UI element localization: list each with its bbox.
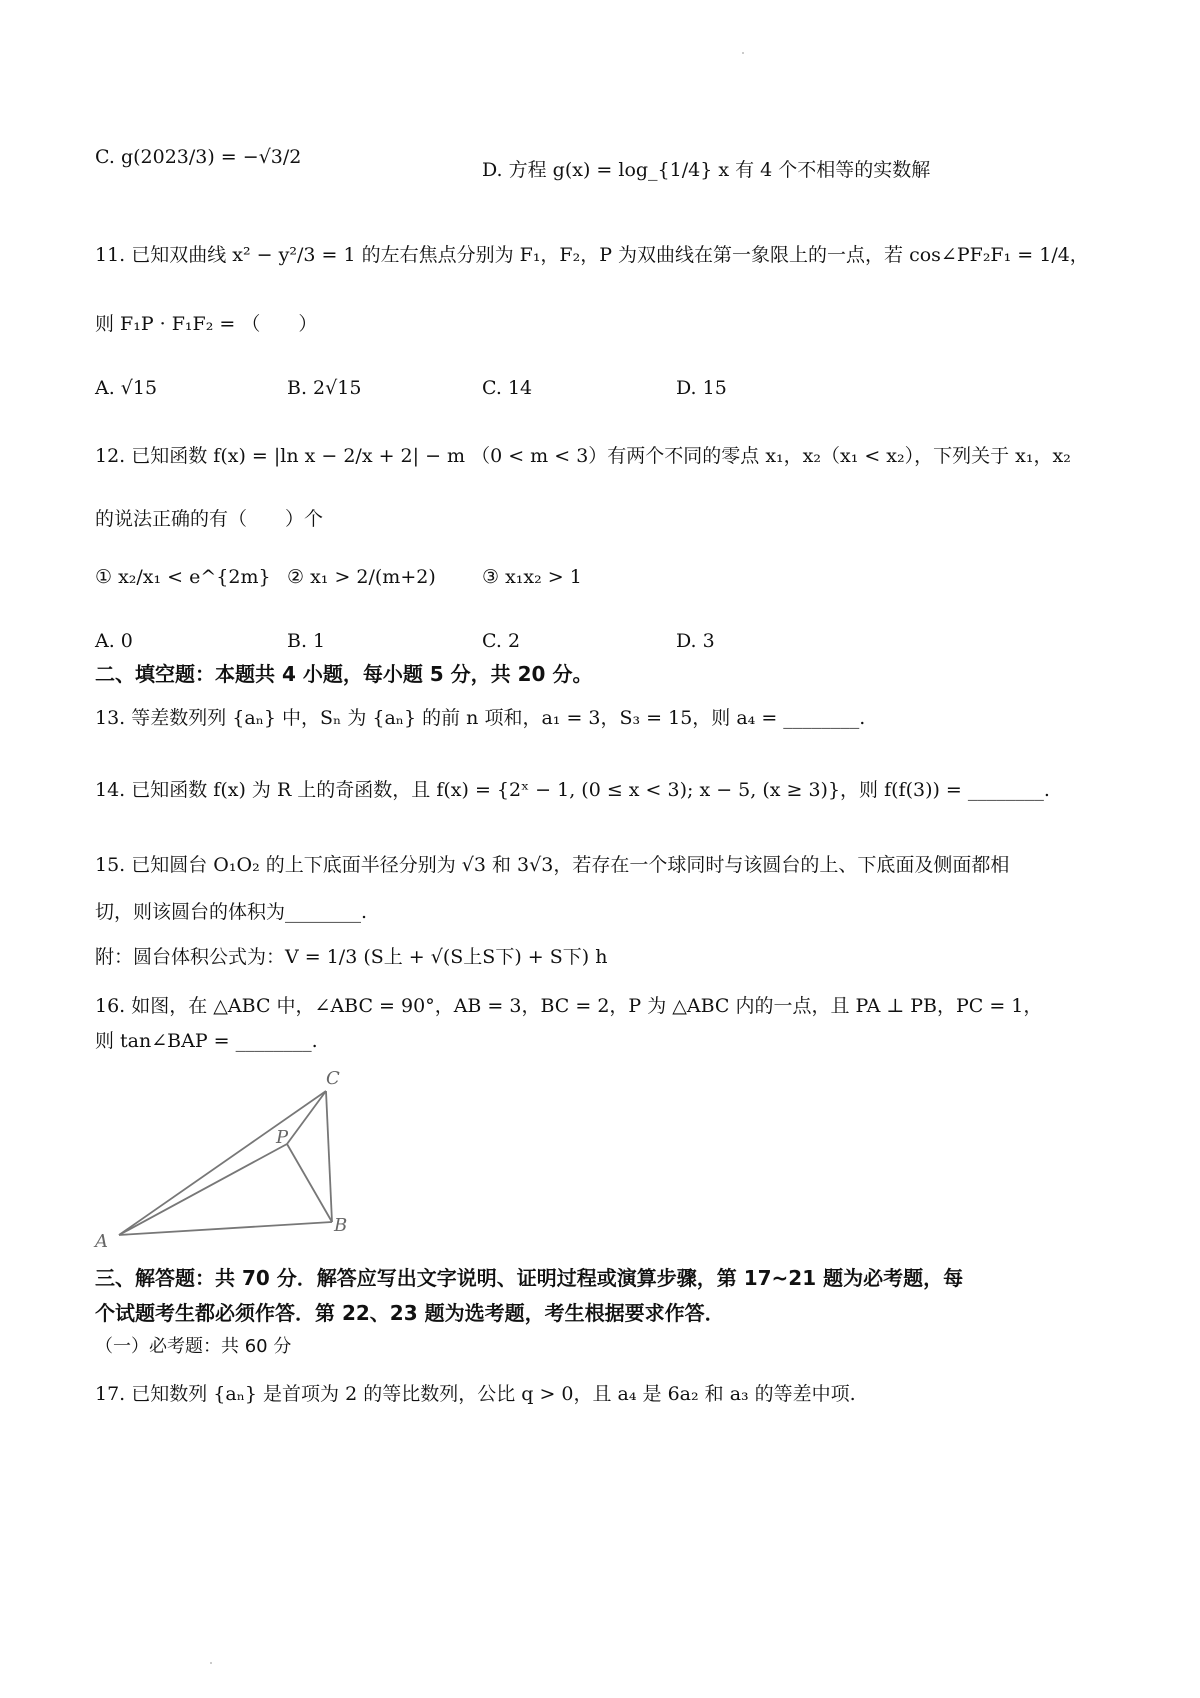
segment-bc [326, 1091, 332, 1222]
q12-stem-2: 的说法正确的有（ ）个 [95, 508, 324, 530]
segment-ac [119, 1091, 326, 1235]
q11-stem: 11. 已知双曲线 x² − y²/3 = 1 的左右焦点分别为 F₁，F₂，P 为双曲线在第一象限上的一点，若 cos∠PF₂F₁ = 1/4， [95, 244, 1089, 266]
segment-ap [119, 1144, 287, 1235]
q12-option-c: C. 2 [482, 630, 521, 652]
q13: 13. 等差数列列 {aₙ} 中，Sₙ 为 {aₙ} 的前 n 项和，a₁ = 3，S₃ = 15，则 a₄ = ________. [95, 707, 866, 729]
q11-option-c: C. 14 [482, 377, 533, 399]
vertex-label-p: P [276, 1127, 289, 1148]
q11-option-b: B. 2√15 [287, 377, 362, 399]
q11-stem-2: 则 F₁P · F₁F₂ = （ ） [95, 313, 318, 335]
q12-stem: 12. 已知函数 f(x) = |ln x − 2/x + 2| − m （0 < m < 3）有两个不同的零点 x₁，x₂（x₁ < x₂），下列关于 x₁，x₂ [95, 445, 1071, 467]
q10-option-d: D. 方程 g(x) = log_{1/4} x 有 4 个不相等的实数解 [482, 159, 931, 181]
vertex-label-b: B [334, 1215, 348, 1236]
vertex-label-c: C [326, 1068, 340, 1089]
q12-statement-3: ③ x₁x₂ > 1 [482, 566, 582, 588]
segment-ab [119, 1222, 332, 1235]
q11-option-a: A. √15 [95, 377, 158, 399]
q12-statement-2: ② x₁ > 2/(m+2) [287, 566, 436, 588]
scan-speck [210, 1662, 212, 1664]
q15-stem-2: 切，则该圆台的体积为________. [95, 901, 368, 923]
section-3-heading-2: 个试题考生都必须作答．第 22、23 题为选考题，考生根据要求作答． [95, 1301, 725, 1325]
vertex-label-a: A [95, 1231, 108, 1252]
q15-stem: 15. 已知圆台 O₁O₂ 的上下底面半径分别为 √3 和 3√3，若存在一个球同时与该圆台的上、下底面及侧面都相 [95, 854, 1010, 876]
q10-option-c: C. g(2023/3) = −√3/2 [95, 146, 302, 168]
q12-statement-1: ① x₂/x₁ < e^{2m} [95, 566, 271, 588]
q15-volume-formula: 附：圆台体积公式为：V = 1/3 (S上 + √(S上S下) + S下) h [95, 946, 608, 968]
triangle-figure [90, 1064, 360, 1254]
scan-speck [742, 52, 744, 54]
segment-pc [287, 1091, 326, 1144]
q12-option-a: A. 0 [95, 630, 133, 652]
q12-option-d: D. 3 [676, 630, 715, 652]
section-3-heading-1: 三、解答题：共 70 分．解答应写出文字说明、证明过程或演算步骤，第 17~21 题为必考题，每 [95, 1266, 964, 1290]
q16-stem: 16. 如图，在 △ABC 中，∠ABC = 90°，AB = 3，BC = 2，P 为 △ABC 内的一点，且 PA ⊥ PB，PC = 1， [95, 995, 1043, 1017]
q12-option-b: B. 1 [287, 630, 326, 652]
segment-pb [287, 1144, 332, 1222]
q11-option-d: D. 15 [676, 377, 727, 399]
section-3-subheading: （一）必考题：共 60 分 [95, 1336, 292, 1357]
section-2-heading: 二、填空题：本题共 4 小题，每小题 5 分，共 20 分。 [95, 662, 593, 686]
q16-stem-2: 则 tan∠BAP = ________. [95, 1030, 318, 1052]
q17: 17. 已知数列 {aₙ} 是首项为 2 的等比数列，公比 q > 0，且 a₄ 是 6a₂ 和 a₃ 的等差中项. [95, 1383, 856, 1405]
q14: 14. 已知函数 f(x) 为 R 上的奇函数，且 f(x) = {2ˣ − 1, (0 ≤ x < 3); x − 5, (x ≥ 3)}，则 f(f(3)) = ________. [95, 779, 1050, 801]
